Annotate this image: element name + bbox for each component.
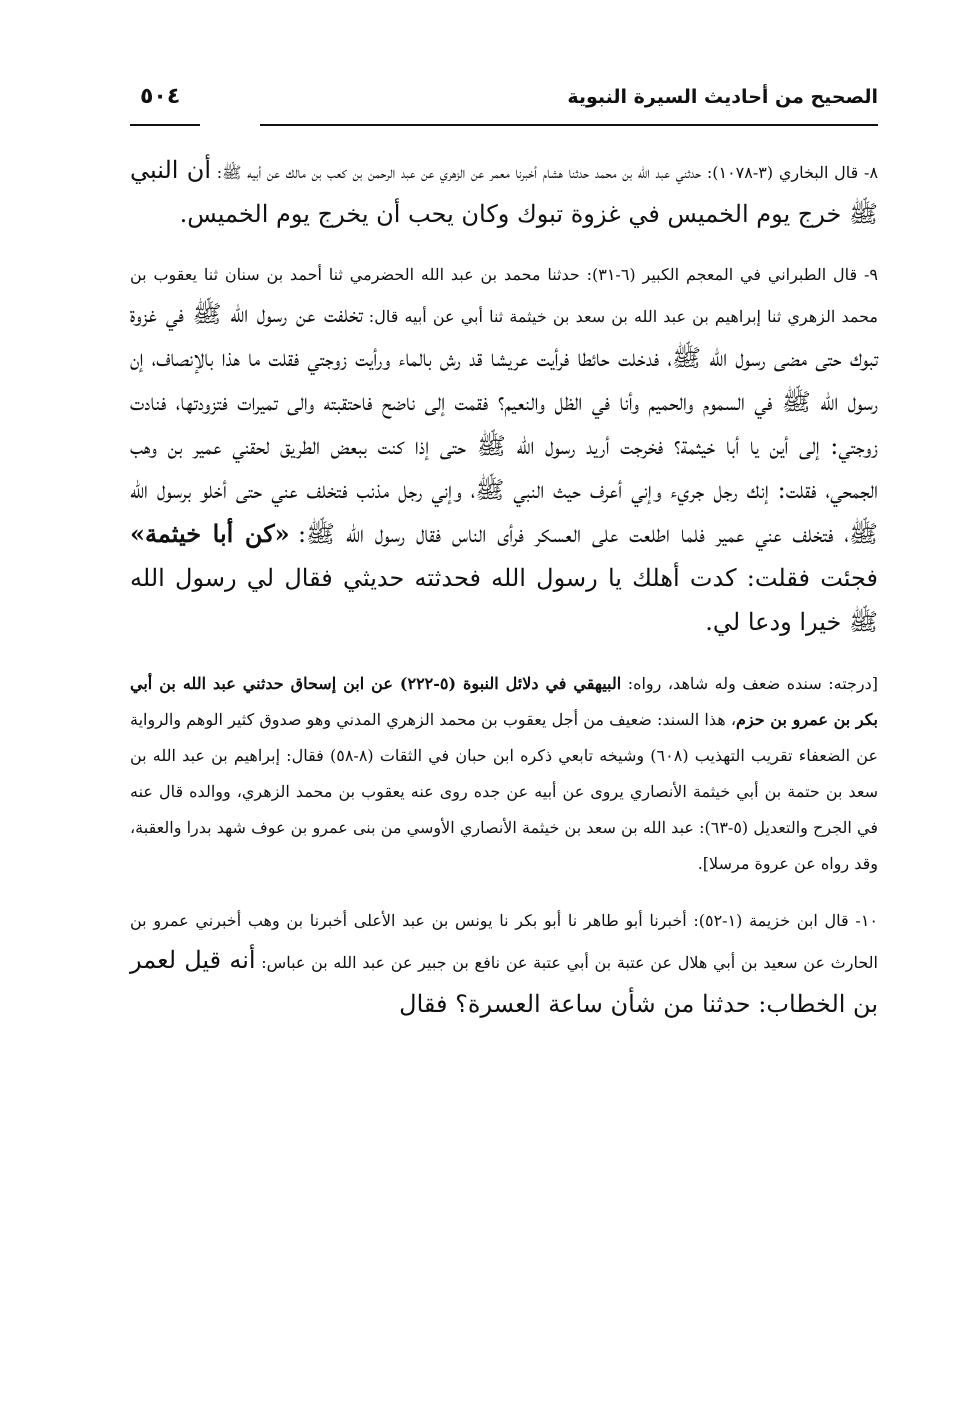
hadith-8-text: أن النبي ﷺ خرج يوم الخميس في غزوة تبوك وكان يحب أن يخرج يوم الخميس. — [130, 156, 878, 228]
grading-rest: ، هذا السند: ضعيف من أجل يعقوب بن محمد الزهري المدني وهو صدوق كثير الوهم والرواية عن الضعفاء تقريب التهذيب (٦٠٨) وشيخه تابعي ذكره ابن حبان في الثقات (٨-٥٨) فقال: إبراهيم بن عبد الله بن سعد بن حتمة بن أبي خيثمة الأنصاري يروى عن أبيه عن جده روى عنه يعقوب بن محمد الزهري، ووالده قال عنه في الجرح والتعديل (٥-٦٣): عبد الله بن سعد بن خيثمة الأنصاري الأوسي من بنى عمرو بن عوف شهد بدرا والعقبة، وقد رواه عن عروة مرسلا]. — [130, 710, 878, 873]
hadith-10-isnad: ١٠- قال ابن خزيمة (١-٥٢): أخبرنا أبو طاهر نا أبو بكر نا يونس بن عبد الأعلى أخبرنا بن وهب أخبرني عمرو بن الحارث عن سعيد بن أبي هلال عن عتبة بن أبي عتبة عن نافع بن جبير عن عبد الله بن عباس: — [130, 911, 878, 972]
hadith-9-text-part2: فجئت فقلت: كدت أهلك يا رسول الله فحدثته حديثي فقال لي رسول الله ﷺ خيرا ودعا لي. — [130, 564, 878, 636]
header-rule-gap — [200, 80, 260, 128]
running-header — [130, 80, 878, 126]
hadith-10-text: أنه قيل لعمر بن الخطاب: حدثنا من شأن ساعة العسرة؟ فقال — [130, 946, 878, 1018]
grading-note — [130, 666, 878, 882]
book-title: الصحيح من أحاديث السيرة النبوية — [567, 86, 878, 108]
hadith-9-quote: «كن أبا خيثمة» — [130, 519, 290, 548]
hadith-9-text-part1: تخلفت عن رسول الله ﷺ في غزوة تبوك حتى مضى رسول الله ﷺ، فدخلت حائطا فرأيت عريشا قد رش بالماء ورأيت زوجتي فقلت ما هذا بالإنصاف، إن رسول الله ﷺ في السموم والحميم وأنا في الظل والنعيم؟ فقمت إلى ناضح فاحتقبته والى تميرات فتزودتها، فنادت زوجتي: إلى أين يا أبا خيثمة؟ فخرجت أريد رسول الله ﷺ حتى إذا كنت ببعض الطريق لحقني عمير بن وهب الجمحي، فقلت: إنك رجل جريء وإني أعرف حيث النبي ﷺ، وإني رجل مذنب فتخلف عني حتى أخلو برسول الله ﷺ، فتخلف عني عمير فلما اطلعت على العسكر فرأى الناس فقال رسول الله ﷺ: — [130, 300, 879, 548]
hadith-10 — [130, 904, 878, 1026]
hadith-9 — [130, 258, 878, 644]
grading-source: البيهقي في دلائل النبوة (٥-٢٢٢) عن ابن إسحاق حدثني عبد الله بن أبي بكر بن عمرو بن حزم — [130, 674, 879, 729]
grading-open: [درجته: سنده ضعف وله شاهد، رواه: — [621, 674, 878, 693]
hadith-8 — [130, 148, 878, 236]
hadith-9-isnad: ٩- قال الطبراني في المعجم الكبير (٦-٣١): حدثنا محمد بن عبد الله الحضرمي ثنا أحمد بن سنان ثنا يعقوب بن محمد الزهري ثنا إبراهيم بن عبد الله بن سعد بن خيثمة ثنا أبي عن أبيه قال: — [130, 265, 878, 326]
page — [130, 80, 878, 1026]
hadith-8-isnad: ٨- قال البخاري (٣-١٠٧٨): حدثني عبد الله بن محمد حدثنا هشام أخبرنا معمر عن الزهري عن عبد الرحمن بن كعب بن مالك عن أبيه ﷺ: — [216, 163, 879, 182]
page-number: ٥٠٤ — [140, 84, 181, 109]
